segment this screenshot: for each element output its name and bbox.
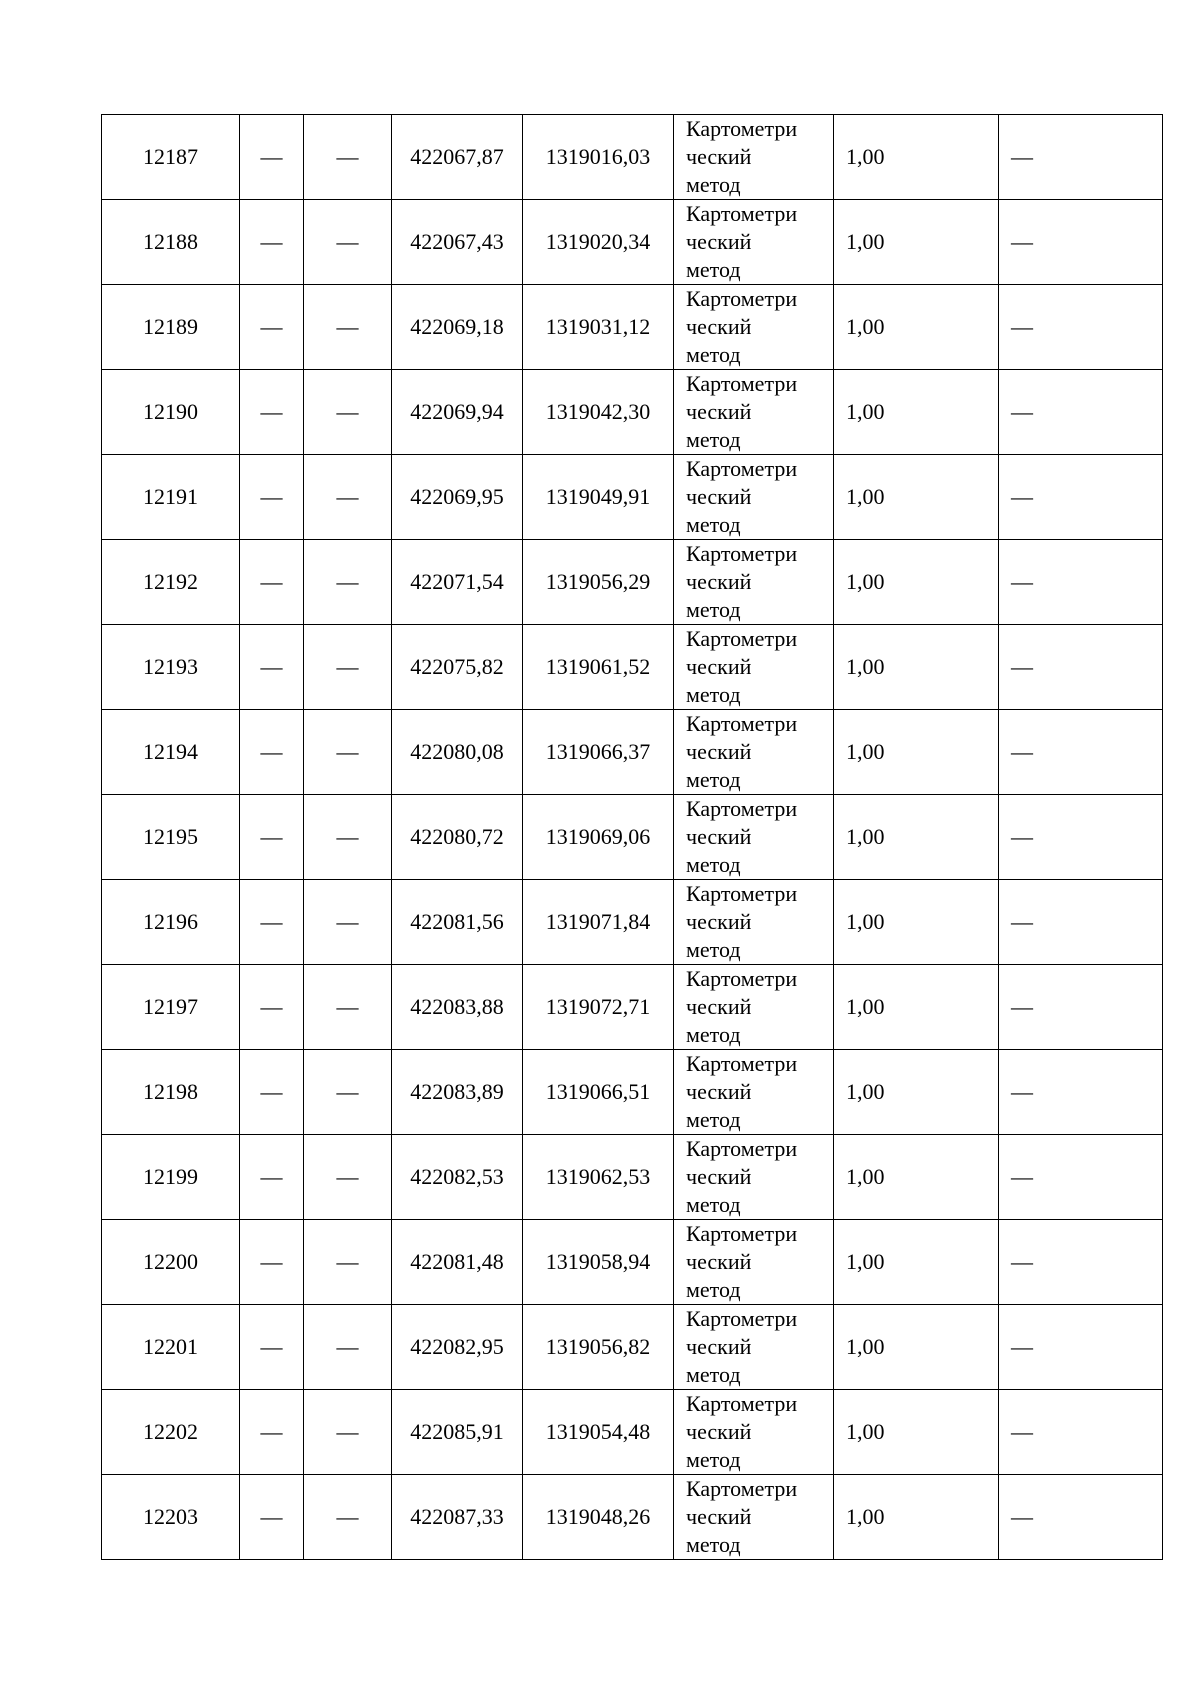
point-number-cell: 12198 [102, 1050, 240, 1135]
description-cell: — [999, 1305, 1163, 1390]
method-text-line: ческий [686, 314, 752, 339]
method-text-line: Картометри [686, 201, 798, 226]
empty-x-cell: — [240, 880, 304, 965]
method-cell [674, 370, 834, 455]
coord-x-cell: 422081,48 [392, 1220, 523, 1305]
description-cell: — [999, 795, 1163, 880]
empty-x-cell: — [240, 115, 304, 200]
accuracy-cell: 1,00 [834, 540, 999, 625]
table-row [102, 370, 1163, 455]
description-cell: — [999, 455, 1163, 540]
method-cell [674, 880, 834, 965]
method-text-line: метод [686, 427, 741, 452]
method-cell [674, 1305, 834, 1390]
method-text-line: Картометри [686, 1306, 798, 1331]
empty-x-cell: — [240, 965, 304, 1050]
empty-y-cell: — [304, 1135, 392, 1220]
method-text-line: ческий [686, 569, 752, 594]
method-text-line: Картометри [686, 1221, 798, 1246]
method-text-line: ческий [686, 484, 752, 509]
empty-x-cell: — [240, 370, 304, 455]
accuracy-cell: 1,00 [834, 1475, 999, 1560]
method-text-line: метод [686, 172, 741, 197]
method-text-line: ческий [686, 1504, 752, 1529]
method-cell [674, 710, 834, 795]
empty-x-cell: — [240, 1050, 304, 1135]
method-text-line: Картометри [686, 286, 798, 311]
method-text-line: ческий [686, 909, 752, 934]
table-row [102, 285, 1163, 370]
method-cell [674, 625, 834, 710]
coord-x-cell: 422080,72 [392, 795, 523, 880]
table-row [102, 625, 1163, 710]
accuracy-cell: 1,00 [834, 795, 999, 880]
coord-y-cell: 1319062,53 [523, 1135, 674, 1220]
method-text-line: Картометри [686, 1051, 798, 1076]
method-text-line: метод [686, 1362, 741, 1387]
point-number-cell: 12187 [102, 115, 240, 200]
point-number-cell: 12197 [102, 965, 240, 1050]
accuracy-cell: 1,00 [834, 370, 999, 455]
point-number-cell: 12189 [102, 285, 240, 370]
method-text-line: метод [686, 1192, 741, 1217]
method-cell [674, 1475, 834, 1560]
empty-x-cell: — [240, 1475, 304, 1560]
point-number-cell: 12203 [102, 1475, 240, 1560]
method-text-line: Картометри [686, 1391, 798, 1416]
description-cell: — [999, 115, 1163, 200]
coord-y-cell: 1319061,52 [523, 625, 674, 710]
empty-y-cell: — [304, 1050, 392, 1135]
description-cell: — [999, 1390, 1163, 1475]
method-text-line: Картометри [686, 541, 798, 566]
method-cell [674, 965, 834, 1050]
coord-y-cell: 1319058,94 [523, 1220, 674, 1305]
empty-y-cell: — [304, 1390, 392, 1475]
coord-y-cell: 1319016,03 [523, 115, 674, 200]
empty-x-cell: — [240, 200, 304, 285]
description-cell: — [999, 540, 1163, 625]
empty-y-cell: — [304, 710, 392, 795]
method-text-line: ческий [686, 1164, 752, 1189]
description-cell: — [999, 625, 1163, 710]
empty-y-cell: — [304, 540, 392, 625]
coord-x-cell: 422069,94 [392, 370, 523, 455]
method-text-line: ческий [686, 1334, 752, 1359]
accuracy-cell: 1,00 [834, 965, 999, 1050]
method-text-line: метод [686, 682, 741, 707]
method-text-line: ческий [686, 1079, 752, 1104]
description-cell: — [999, 880, 1163, 965]
method-cell [674, 455, 834, 540]
method-text-line: ческий [686, 229, 752, 254]
empty-y-cell: — [304, 965, 392, 1050]
table-row [102, 200, 1163, 285]
table-row [102, 115, 1163, 200]
method-text-line: метод [686, 937, 741, 962]
coord-x-cell: 422067,43 [392, 200, 523, 285]
point-number-cell: 12188 [102, 200, 240, 285]
coord-y-cell: 1319048,26 [523, 1475, 674, 1560]
method-text-line: метод [686, 1277, 741, 1302]
point-number-cell: 12193 [102, 625, 240, 710]
accuracy-cell: 1,00 [834, 285, 999, 370]
coord-y-cell: 1319056,82 [523, 1305, 674, 1390]
method-text-line: Картометри [686, 881, 798, 906]
coord-x-cell: 422069,18 [392, 285, 523, 370]
method-text-line: метод [686, 1022, 741, 1047]
method-text-line: метод [686, 597, 741, 622]
coord-x-cell: 422067,87 [392, 115, 523, 200]
point-number-cell: 12192 [102, 540, 240, 625]
accuracy-cell: 1,00 [834, 455, 999, 540]
coord-y-cell: 1319054,48 [523, 1390, 674, 1475]
point-number-cell: 12202 [102, 1390, 240, 1475]
method-text-line: ческий [686, 739, 752, 764]
table-row [102, 1390, 1163, 1475]
coord-y-cell: 1319069,06 [523, 795, 674, 880]
accuracy-cell: 1,00 [834, 880, 999, 965]
accuracy-cell: 1,00 [834, 625, 999, 710]
empty-x-cell: — [240, 1135, 304, 1220]
method-cell [674, 795, 834, 880]
method-cell [674, 1050, 834, 1135]
empty-x-cell: — [240, 795, 304, 880]
empty-y-cell: — [304, 200, 392, 285]
coord-x-cell: 422082,95 [392, 1305, 523, 1390]
table-row [102, 540, 1163, 625]
coord-y-cell: 1319066,37 [523, 710, 674, 795]
table-row [102, 1220, 1163, 1305]
method-cell [674, 1390, 834, 1475]
coord-y-cell: 1319031,12 [523, 285, 674, 370]
method-text-line: метод [686, 767, 741, 792]
method-text-line: ческий [686, 824, 752, 849]
coord-x-cell: 422082,53 [392, 1135, 523, 1220]
empty-x-cell: — [240, 1305, 304, 1390]
method-cell [674, 115, 834, 200]
method-cell [674, 540, 834, 625]
table-row [102, 1475, 1163, 1560]
accuracy-cell: 1,00 [834, 1305, 999, 1390]
coord-y-cell: 1319049,91 [523, 455, 674, 540]
method-text-line: ческий [686, 1249, 752, 1274]
accuracy-cell: 1,00 [834, 115, 999, 200]
empty-x-cell: — [240, 710, 304, 795]
empty-y-cell: — [304, 880, 392, 965]
table-row [102, 1135, 1163, 1220]
table-row [102, 455, 1163, 540]
empty-y-cell: — [304, 285, 392, 370]
point-number-cell: 12199 [102, 1135, 240, 1220]
empty-x-cell: — [240, 455, 304, 540]
accuracy-cell: 1,00 [834, 1135, 999, 1220]
coord-y-cell: 1319042,30 [523, 370, 674, 455]
coord-y-cell: 1319056,29 [523, 540, 674, 625]
coord-y-cell: 1319071,84 [523, 880, 674, 965]
coord-x-cell: 422085,91 [392, 1390, 523, 1475]
method-text-line: ческий [686, 654, 752, 679]
method-text-line: ческий [686, 994, 752, 1019]
table-row [102, 880, 1163, 965]
method-cell [674, 1220, 834, 1305]
point-number-cell: 12196 [102, 880, 240, 965]
coord-y-cell: 1319066,51 [523, 1050, 674, 1135]
coord-x-cell: 422069,95 [392, 455, 523, 540]
method-text-line: метод [686, 852, 741, 877]
accuracy-cell: 1,00 [834, 1390, 999, 1475]
description-cell: — [999, 1475, 1163, 1560]
method-cell [674, 1135, 834, 1220]
description-cell: — [999, 1135, 1163, 1220]
table-row [102, 795, 1163, 880]
empty-y-cell: — [304, 455, 392, 540]
description-cell: — [999, 285, 1163, 370]
description-cell: — [999, 200, 1163, 285]
accuracy-cell: 1,00 [834, 200, 999, 285]
empty-y-cell: — [304, 1220, 392, 1305]
method-text-line: метод [686, 1532, 741, 1557]
method-cell [674, 200, 834, 285]
method-text-line: Картометри [686, 966, 798, 991]
empty-x-cell: — [240, 1220, 304, 1305]
empty-x-cell: — [240, 1390, 304, 1475]
method-text-line: метод [686, 1447, 741, 1472]
empty-x-cell: — [240, 625, 304, 710]
empty-y-cell: — [304, 795, 392, 880]
empty-y-cell: — [304, 1475, 392, 1560]
coordinates-table [101, 114, 1163, 1560]
method-text-line: ческий [686, 144, 752, 169]
empty-y-cell: — [304, 370, 392, 455]
method-text-line: Картометри [686, 1476, 798, 1501]
table-row [102, 1305, 1163, 1390]
point-number-cell: 12200 [102, 1220, 240, 1305]
empty-y-cell: — [304, 625, 392, 710]
coord-x-cell: 422080,08 [392, 710, 523, 795]
method-text-line: метод [686, 512, 741, 537]
method-text-line: ческий [686, 1419, 752, 1444]
method-text-line: метод [686, 342, 741, 367]
empty-y-cell: — [304, 1305, 392, 1390]
table-row [102, 1050, 1163, 1135]
point-number-cell: 12191 [102, 455, 240, 540]
point-number-cell: 12201 [102, 1305, 240, 1390]
table-row [102, 710, 1163, 795]
empty-x-cell: — [240, 285, 304, 370]
method-text-line: ческий [686, 399, 752, 424]
description-cell: — [999, 965, 1163, 1050]
method-text-line: метод [686, 1107, 741, 1132]
description-cell: — [999, 370, 1163, 455]
method-text-line: Картометри [686, 116, 798, 141]
description-cell: — [999, 710, 1163, 795]
coord-x-cell: 422087,33 [392, 1475, 523, 1560]
coord-x-cell: 422081,56 [392, 880, 523, 965]
description-cell: — [999, 1220, 1163, 1305]
accuracy-cell: 1,00 [834, 1220, 999, 1305]
method-text-line: Картометри [686, 711, 798, 736]
accuracy-cell: 1,00 [834, 1050, 999, 1135]
method-text-line: Картометри [686, 1136, 798, 1161]
table-body [102, 115, 1163, 1560]
method-cell [674, 285, 834, 370]
method-text-line: Картометри [686, 456, 798, 481]
table-row [102, 965, 1163, 1050]
point-number-cell: 12190 [102, 370, 240, 455]
method-text-line: Картометри [686, 626, 798, 651]
method-text-line: Картометри [686, 371, 798, 396]
point-number-cell: 12195 [102, 795, 240, 880]
accuracy-cell: 1,00 [834, 710, 999, 795]
method-text-line: Картометри [686, 796, 798, 821]
empty-y-cell: — [304, 115, 392, 200]
coord-x-cell: 422083,88 [392, 965, 523, 1050]
description-cell: — [999, 1050, 1163, 1135]
coord-x-cell: 422083,89 [392, 1050, 523, 1135]
coord-y-cell: 1319072,71 [523, 965, 674, 1050]
method-text-line: метод [686, 257, 741, 282]
coord-x-cell: 422075,82 [392, 625, 523, 710]
point-number-cell: 12194 [102, 710, 240, 795]
coord-y-cell: 1319020,34 [523, 200, 674, 285]
empty-x-cell: — [240, 540, 304, 625]
coord-x-cell: 422071,54 [392, 540, 523, 625]
